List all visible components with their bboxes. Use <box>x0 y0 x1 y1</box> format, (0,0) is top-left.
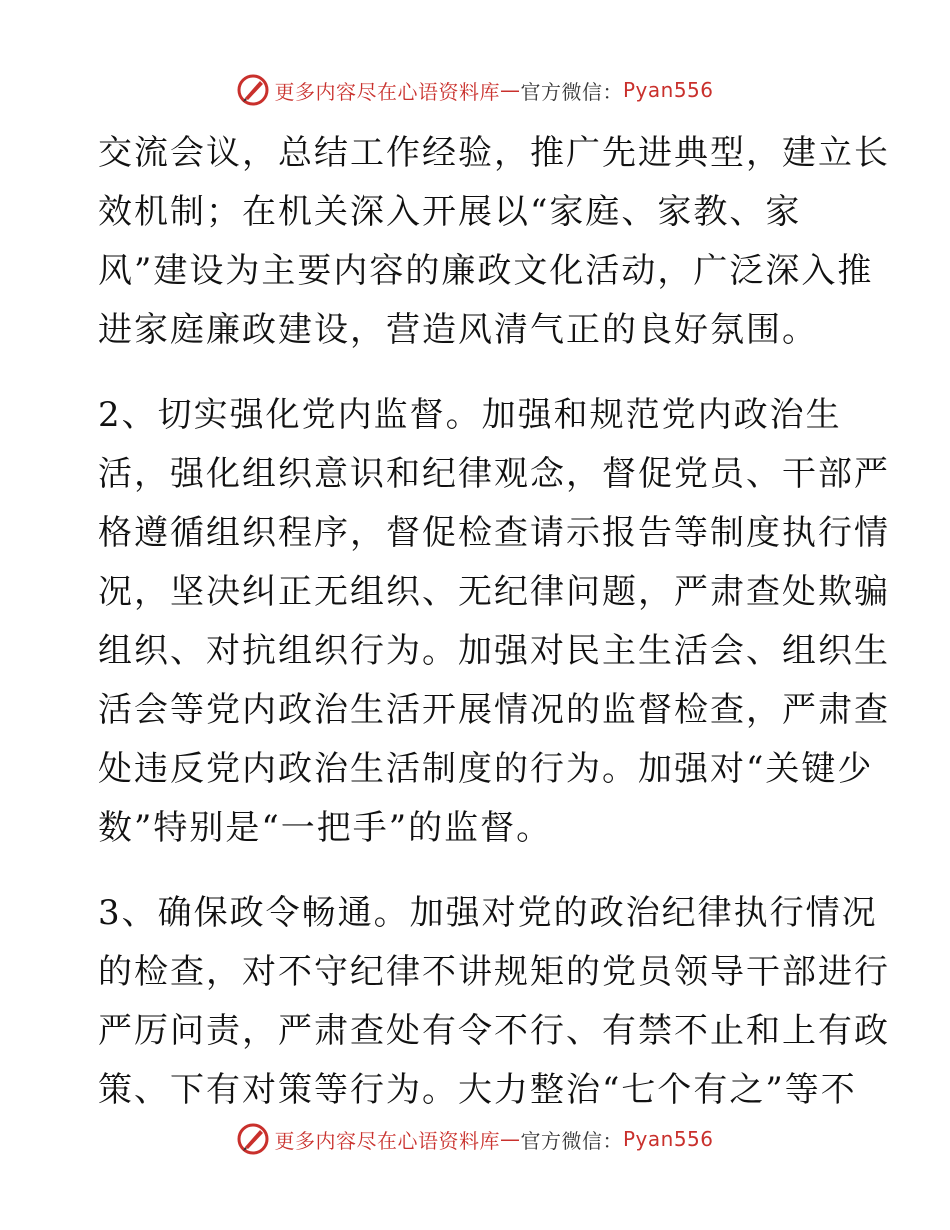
text-line: 况，坚决纠正无组织、无纪律问题，严肃查处欺骗 <box>98 572 890 612</box>
document-body <box>98 124 890 1120</box>
paragraph-3 <box>98 884 890 1120</box>
text-line: 处违反党内政治生活制度的行为。加强对“关键少 <box>98 749 874 789</box>
watermark-wechat-label: 官方微信： <box>520 1128 623 1153</box>
text-line: 的检查，对不守纪律不讲规矩的党员领导干部进行 <box>98 952 890 992</box>
footer-watermark <box>0 1117 950 1161</box>
paragraph-2 <box>98 386 890 858</box>
watermark-site-text: 更多内容尽在心语资料库 <box>274 1128 500 1153</box>
paragraph-1 <box>98 124 890 360</box>
watermark-wechat-id: Pyan556 <box>622 1127 714 1151</box>
text-line: 效机制；在机关深入开展以“家庭、家教、家 <box>98 192 802 232</box>
text-line: 活，强化组织意识和纪律观念，督促党员、干部严 <box>98 454 890 494</box>
text-line: 活会等党内政治生活开展情况的监督检查，严肃查 <box>98 690 890 730</box>
watermark-wechat-id: Pyan556 <box>622 78 714 102</box>
watermark-dash: — <box>499 78 521 102</box>
quill-logo-icon <box>236 73 270 107</box>
text-line: 组织、对抗组织行为。加强对民主生活会、组织生 <box>98 631 890 671</box>
text-line: 策、下有对策等行为。大力整治“七个有之”等不 <box>98 1070 857 1110</box>
text-line: 3、确保政令畅通。加强对党的政治纪律执行情况 <box>98 893 878 933</box>
text-line: 风”建设为主要内容的廉政文化活动，广泛深入推 <box>98 251 874 291</box>
header-watermark <box>0 68 950 112</box>
watermark-site-text: 更多内容尽在心语资料库 <box>274 79 500 104</box>
quill-logo-icon <box>236 1122 270 1156</box>
watermark-dash: — <box>499 1127 521 1151</box>
text-line: 格遵循组织程序，督促检查请示报告等制度执行情 <box>98 513 890 553</box>
watermark-wechat-label: 官方微信： <box>520 79 623 104</box>
text-line: 数”特别是“一把手”的监督。 <box>98 808 553 848</box>
text-line: 交流会议，总结工作经验，推广先进典型，建立长 <box>98 133 890 173</box>
text-line: 2、切实强化党内监督。加强和规范党内政治生 <box>98 395 842 435</box>
text-line: 进家庭廉政建设，营造风清气正的良好氛围。 <box>98 310 818 350</box>
text-line: 严厉问责，严肃查处有令不行、有禁不止和上有政 <box>98 1011 890 1051</box>
